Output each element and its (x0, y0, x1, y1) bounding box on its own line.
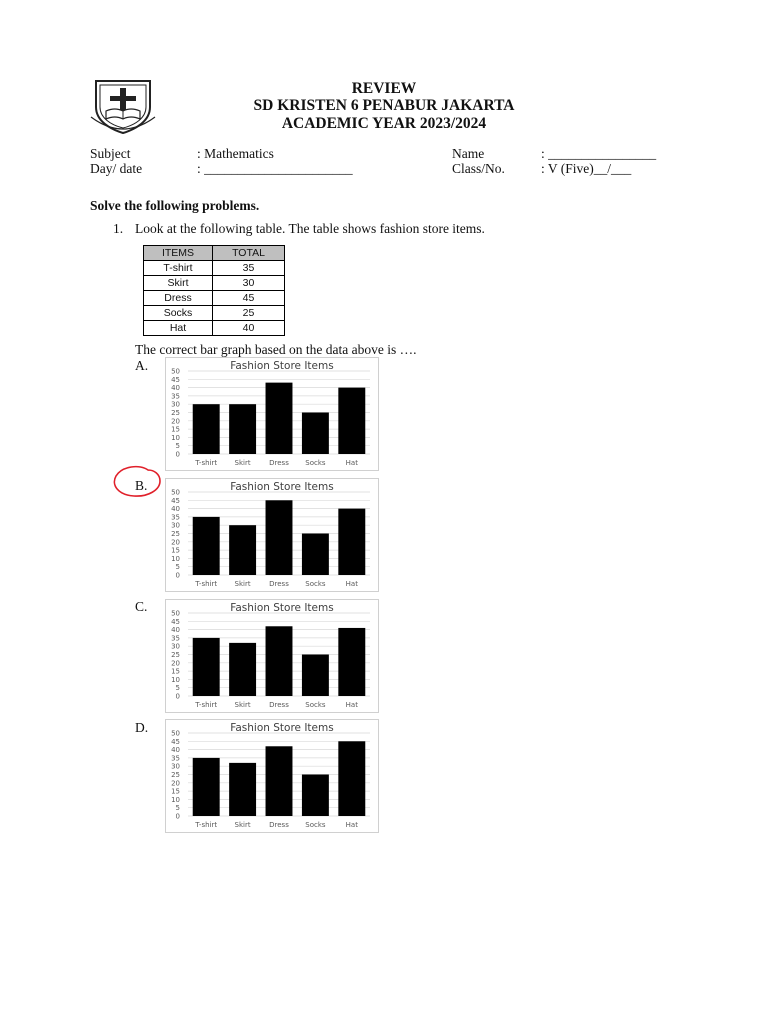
bar (302, 655, 329, 697)
bar (338, 741, 365, 816)
bar-chart-c (166, 600, 378, 712)
y-tick-label: 20 (171, 538, 180, 547)
chart-title: Fashion Store Items (230, 481, 334, 493)
y-tick-label: 10 (171, 675, 180, 684)
y-tick-label: 20 (171, 417, 180, 426)
column-header-items: ITEMS (144, 246, 213, 261)
bar (229, 643, 256, 696)
bar (266, 746, 293, 816)
y-tick-label: 10 (171, 554, 180, 563)
y-tick-label: 35 (171, 754, 180, 763)
name-label: Name (452, 146, 485, 161)
x-tick-label: Hat (345, 459, 358, 467)
y-tick-label: 45 (171, 496, 180, 505)
academic-year: ACADEMIC YEAR 2023/2024 (281, 115, 487, 132)
table-header-row (144, 246, 285, 261)
y-tick-label: 45 (171, 617, 180, 626)
table-cell-item: Skirt (144, 276, 213, 291)
table-cell-item: T-shirt (144, 261, 213, 276)
x-tick-label: Hat (345, 701, 358, 709)
y-tick-label: 50 (171, 609, 180, 618)
y-tick-label: 15 (171, 425, 180, 434)
y-tick-label: 5 (175, 442, 180, 451)
bar (302, 413, 329, 455)
x-tick-label: Socks (305, 580, 326, 588)
chart-option-d (165, 719, 379, 833)
x-tick-label: T-shirt (195, 459, 218, 467)
x-tick-label: Socks (305, 821, 326, 829)
y-tick-label: 5 (175, 804, 180, 813)
table-cell-total: 30 (213, 276, 285, 291)
x-tick-label: Socks (305, 459, 326, 467)
bar (302, 775, 329, 817)
y-tick-label: 25 (171, 651, 180, 659)
table-cell-item: Socks (144, 306, 213, 321)
table-cell-item: Hat (144, 321, 213, 336)
table-row (144, 321, 285, 336)
y-tick-label: 50 (171, 729, 180, 738)
chart-title: Fashion Store Items (230, 360, 334, 372)
subject-label: Subject (90, 146, 131, 161)
x-tick-label: Dress (269, 459, 289, 467)
subject-value: : Mathematics (197, 146, 274, 161)
school-name: SD KRISTEN 6 PENABUR JAKARTA (253, 97, 515, 114)
x-tick-label: Skirt (234, 701, 251, 709)
y-tick-label: 40 (171, 626, 180, 635)
y-tick-label: 40 (171, 505, 180, 514)
doc-title: REVIEW (351, 80, 417, 97)
chart-title: Fashion Store Items (230, 602, 334, 614)
y-tick-label: 30 (171, 762, 180, 771)
x-tick-label: Skirt (234, 580, 251, 588)
y-tick-label: 35 (171, 513, 180, 522)
table-cell-total: 45 (213, 291, 285, 306)
table-row (144, 261, 285, 276)
bar (193, 517, 220, 575)
x-tick-label: T-shirt (195, 821, 218, 829)
y-tick-label: 20 (171, 779, 180, 788)
question-number: 1. (113, 221, 124, 236)
x-tick-label: Socks (305, 701, 326, 709)
x-tick-label: Hat (345, 580, 358, 588)
bar-chart-b (166, 479, 378, 591)
table-row (144, 306, 285, 321)
y-tick-label: 50 (171, 367, 180, 376)
x-tick-label: T-shirt (195, 580, 218, 588)
bar-chart-a (166, 358, 378, 470)
class-label: Class/No. (452, 161, 505, 176)
column-header-total: TOTAL (213, 246, 285, 261)
class-field[interactable]: : V (Five)__/___ (541, 161, 632, 176)
y-tick-label: 40 (171, 384, 180, 393)
option-label-c[interactable]: C. (135, 599, 148, 614)
chart-option-a (165, 357, 379, 471)
y-tick-label: 10 (171, 433, 180, 442)
table-cell-total: 40 (213, 321, 285, 336)
bar (338, 628, 365, 696)
y-tick-label: 30 (171, 521, 180, 530)
bar (229, 763, 256, 816)
table-cell-total: 25 (213, 306, 285, 321)
y-tick-label: 25 (171, 409, 180, 417)
option-label-d[interactable]: D. (135, 720, 149, 735)
option-label-b[interactable]: B. (135, 478, 148, 493)
bar (229, 404, 256, 454)
y-tick-label: 25 (171, 530, 180, 538)
question-text: Look at the following table. The table shows fashion store items. (135, 221, 485, 236)
y-tick-label: 15 (171, 546, 180, 555)
y-tick-label: 5 (175, 563, 180, 572)
y-tick-label: 30 (171, 642, 180, 651)
y-tick-label: 30 (171, 400, 180, 409)
y-tick-label: 50 (171, 488, 180, 497)
date-field[interactable]: : ______________________ (197, 161, 353, 176)
items-table (143, 245, 285, 336)
bar (193, 638, 220, 696)
y-tick-label: 5 (175, 684, 180, 693)
bar (302, 534, 329, 576)
bar (266, 626, 293, 696)
x-tick-label: Skirt (234, 821, 251, 829)
question-prompt: The correct bar graph based on the data above is …. (135, 342, 417, 357)
y-tick-label: 15 (171, 787, 180, 796)
y-tick-label: 0 (175, 812, 180, 821)
table-row (144, 291, 285, 306)
y-tick-label: 25 (171, 771, 180, 779)
date-label: Day/ date (90, 161, 143, 176)
x-tick-label: Dress (269, 580, 289, 588)
bar (338, 388, 365, 454)
y-tick-label: 35 (171, 392, 180, 401)
chart-title: Fashion Store Items (230, 722, 334, 734)
name-field[interactable]: : ________________ (541, 146, 657, 161)
answer-circle-mark (108, 462, 168, 502)
chart-option-c (165, 599, 379, 713)
table-cell-item: Dress (144, 291, 213, 306)
table-row (144, 276, 285, 291)
y-tick-label: 10 (171, 795, 180, 804)
x-tick-label: T-shirt (195, 701, 218, 709)
y-tick-label: 0 (175, 571, 180, 580)
bar-chart-d (166, 720, 378, 832)
option-label-a[interactable]: A. (135, 358, 149, 373)
bar (266, 500, 293, 575)
bar (266, 383, 293, 454)
bar (338, 509, 365, 575)
y-tick-label: 0 (175, 692, 180, 701)
chart-option-b (165, 478, 379, 592)
x-tick-label: Dress (269, 821, 289, 829)
bar (229, 525, 256, 575)
bar (193, 758, 220, 816)
y-tick-label: 45 (171, 375, 180, 384)
y-tick-label: 45 (171, 737, 180, 746)
y-tick-label: 15 (171, 667, 180, 676)
y-tick-label: 20 (171, 659, 180, 668)
y-tick-label: 35 (171, 634, 180, 643)
x-tick-label: Skirt (234, 459, 251, 467)
y-tick-label: 40 (171, 746, 180, 755)
y-tick-label: 0 (175, 450, 180, 459)
instructions: Solve the following problems. (90, 198, 260, 213)
x-tick-label: Hat (345, 821, 358, 829)
bar (193, 404, 220, 454)
table-cell-total: 35 (213, 261, 285, 276)
x-tick-label: Dress (269, 701, 289, 709)
